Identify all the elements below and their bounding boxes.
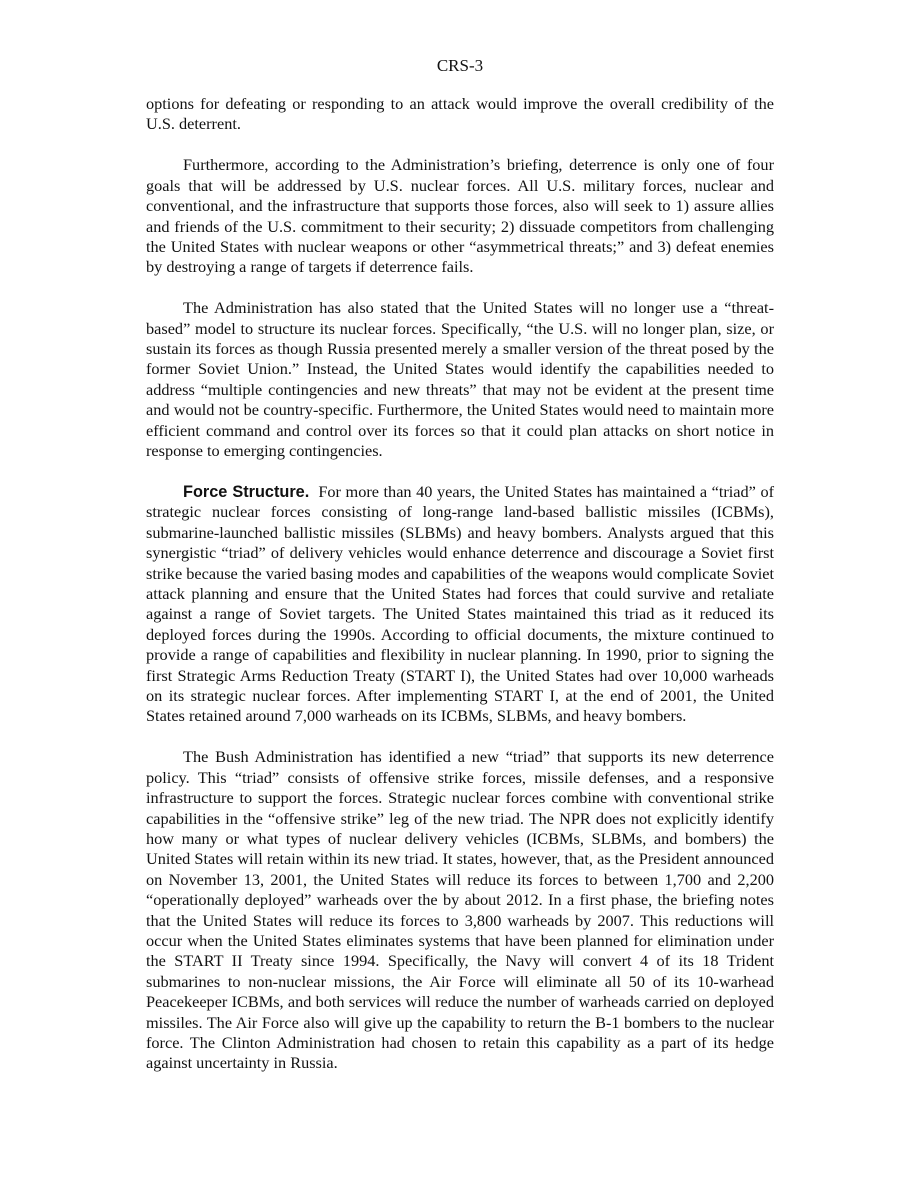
paragraph-new-triad: The Bush Administration has identified a new “triad” that supports its new deterrence policy. This “triad” consists of offensive strike forces, missile defenses, and a responsive infrastructure to support the forces. Strategic nuclear forces combine with conventional strike capabilities in the “offensive strike” leg of the new triad. The NPR does not explicitly identify how many or what types of nuclear delivery vehicles (ICBMs, SLBMs, and bombers) the United States will retain within its new triad. It states, however, that, as the President announced on November 13, 2001, the United States will reduce its forces to between 1,700 and 2,200 “operationally deployed” warheads over the by about 2012. In a first phase, the briefing notes that the United States will reduce its forces to 3,800 warheads by 2007. This reductions will occur when the United States eliminates systems that have been planned for elimination under the START II Treaty since 1994. Specifically, the Navy will convert 4 of its 18 Trident submarines to non-nuclear missions, the Air Force will eliminate all 50 of its 10-warhead Peacekeeper ICBMs, and both services will reduce the number of warheads carried on deployed missiles. The Air Force also will give up the capability to return the B-1 bombers to the nuclear force. The Clinton Administration had chosen to retain this capability as a part of its hedge against uncertainty in Russia. — [146, 747, 774, 1073]
page-number: CRS-3 — [436, 56, 484, 75]
paragraph-deterrence-goals: Furthermore, according to the Administration’s briefing, deterrence is only one of four goals that will be addressed by U.S. nuclear forces. All U.S. military forces, nuclear and conventional, and the infrastructure that supports those forces, also will seek to 1) assure allies and friends of the U.S. commitment to their security; 2) dissuade competitors from challenging the United States with nuclear weapons or other “asymmetrical threats;” and 3) defeat enemies by destroying a range of targets if deterrence fails. — [146, 155, 774, 277]
paragraph-force-structure-text: For more than 40 years, the United States has maintained a “triad” of strategic nuclear forces consisting of long-range land-based ballistic missiles (ICBMs), submarine-launched ballistic missiles (SLBMs) and heavy bombers. Analysts argued that this synergistic “triad” of delivery vehicles would enhance deterrence and discourage a Soviet first strike because the varied basing modes and capabilities of the weapons would complicate Soviet attack planning and ensure that the United States had forces that could survive and retaliate against a range of Soviet targets. The United States maintained this triad as it reduced its deployed forces during the 1990s. According to official documents, the mixture continued to provide a range of capabilities and flexibility in nuclear planning. In 1990, prior to signing the first Strategic Arms Reduction Treaty (START I), the United States had over 10,000 warheads on its strategic nuclear forces. After implementing START I, at the end of 2001, the United States retained around 7,000 warheads on its ICBMs, SLBMs, and heavy bombers. — [146, 482, 775, 726]
paragraph-force-structure — [146, 482, 774, 727]
paragraph-continuation: options for defeating or responding to an attack would improve the overall credibility of the U.S. deterrent. — [146, 94, 774, 134]
body-text — [146, 94, 774, 1094]
section-heading-force-structure: Force Structure. — [183, 483, 310, 501]
paragraph-threat-based-model: The Administration has also stated that the United States will no longer use a “threat-based” model to structure its nuclear forces. Specifically, “the U.S. will no longer plan, size, or sustain its forces as though Russia presented merely a smaller version of the threat posed by the former Soviet Union.” Instead, the United States would identify the capabilities needed to address “multiple contingencies and new threats” that may not be evident at the present time and would not be country-specific. Furthermore, the United States would need to maintain more efficient command and control over its forces so that it could plan attacks on short notice in response to emerging contingencies. — [146, 298, 774, 461]
